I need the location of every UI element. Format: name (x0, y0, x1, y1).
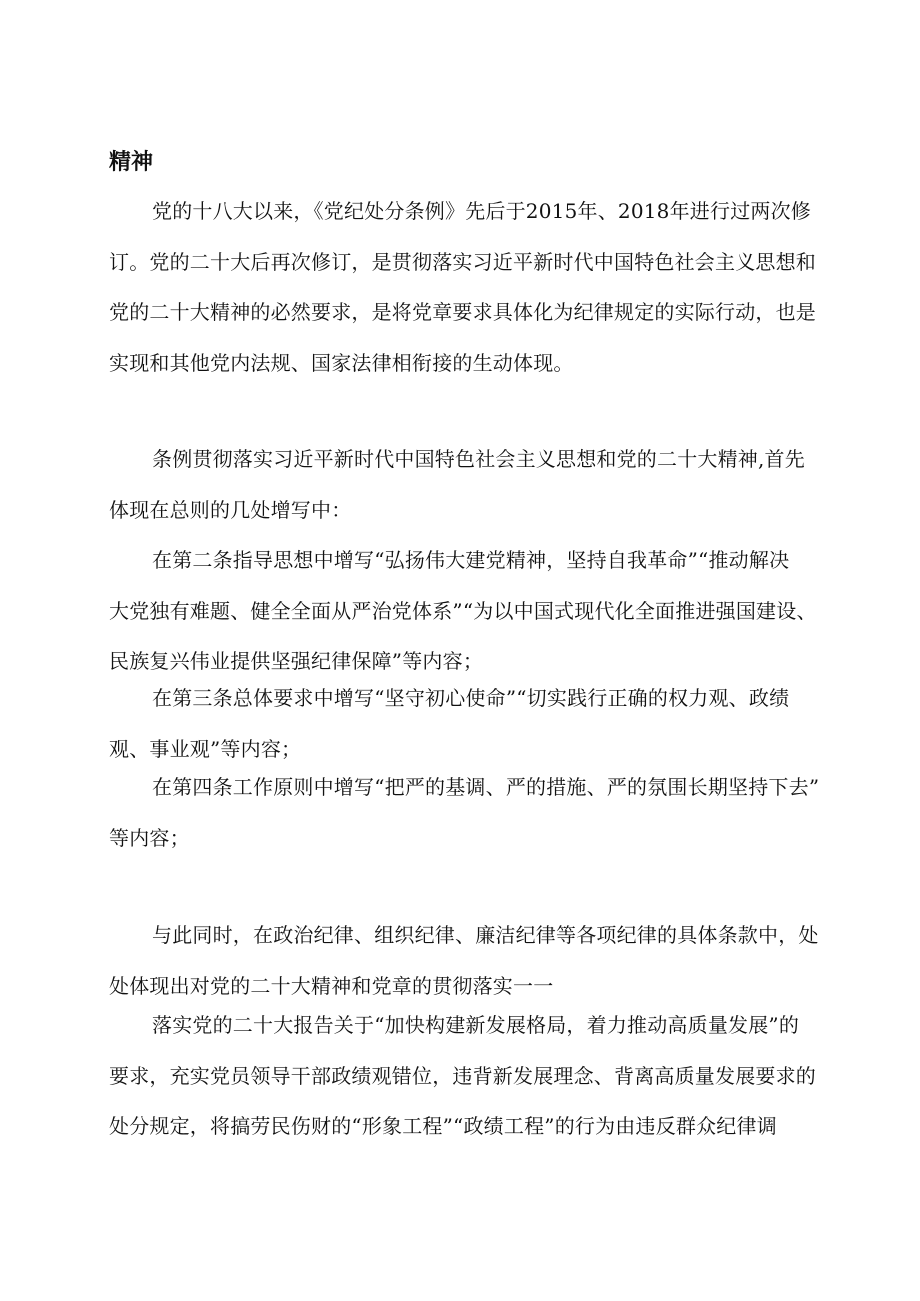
paragraph-line: 在第二条指导思想中增写“弘扬伟大建党精神，坚持自我革命”“推动解决 (152, 548, 790, 572)
paragraph-line: 实现和其他党内法规、国家法律相衔接的生动体现。 (109, 351, 574, 376)
paragraph-line: 大党独有难题、健全全面从严治党体系”“为以中国式现代化全面推进强国建设、 (109, 598, 817, 623)
section-heading: 精神 (109, 150, 154, 175)
paragraph-line: 观、事业观”等内容； (109, 736, 302, 761)
paragraph-general-provisions (109, 434, 821, 535)
paragraph-line: 要求，充实党员领导干部政绩观错位，违背新发展理念、背离高质量发展要求的 (109, 1063, 816, 1088)
paragraph-article-three (109, 673, 821, 774)
paragraph-revision-history (109, 186, 821, 389)
paragraph-line: 党的二十大精神的必然要求，是将党章要求具体化为纪律规定的实际行动，也是 (109, 300, 816, 325)
paragraph-article-two (109, 535, 821, 687)
paragraph-line: 订。党的二十大后再次修订，是贯彻落实习近平新时代中国特色社会主义思想和 (109, 249, 816, 274)
paragraph-specific-clauses (109, 910, 821, 1011)
paragraph-line: 与此同时，在政治纪律、组织纪律、廉洁纪律等各项纪律的具体条款中，处 (152, 923, 819, 947)
paragraph-line: 落实党的二十大报告关于“加快构建新发展格局，着力推动高质量发展”的 (152, 1013, 800, 1037)
paragraph-line: 等内容； (109, 825, 190, 850)
paragraph-line: 在第三条总体要求中增写“坚守初心使命”“切实践行正确的权力观、政绩 (152, 686, 790, 710)
paragraph-line: 民族复兴伟业提供坚强纪律保障”等内容； (109, 649, 484, 674)
paragraph-line: 在第四条工作原则中增写“把严的基调、严的措施、严的氛围长期坚持下去” (152, 775, 820, 799)
paragraph-article-four (109, 762, 821, 863)
paragraph-high-quality-development (109, 1000, 821, 1152)
paragraph-line: 条例贯彻落实习近平新时代中国特色社会主义思想和党的二十大精神,首先 (152, 447, 805, 471)
paragraph-line: 党的十八大以来，《党纪处分条例》先后于2015年、2018年进行过两次修 (152, 199, 811, 223)
paragraph-line: 处体现出对党的二十大精神和党章的贯彻落实一一 (109, 973, 554, 998)
paragraph-line: 体现在总则的几处增写中： (109, 497, 352, 522)
paragraph-line: 处分规定，将搞劳民伤财的“形象工程”“政绩工程”的行为由违反群众纪律调 (109, 1114, 777, 1139)
